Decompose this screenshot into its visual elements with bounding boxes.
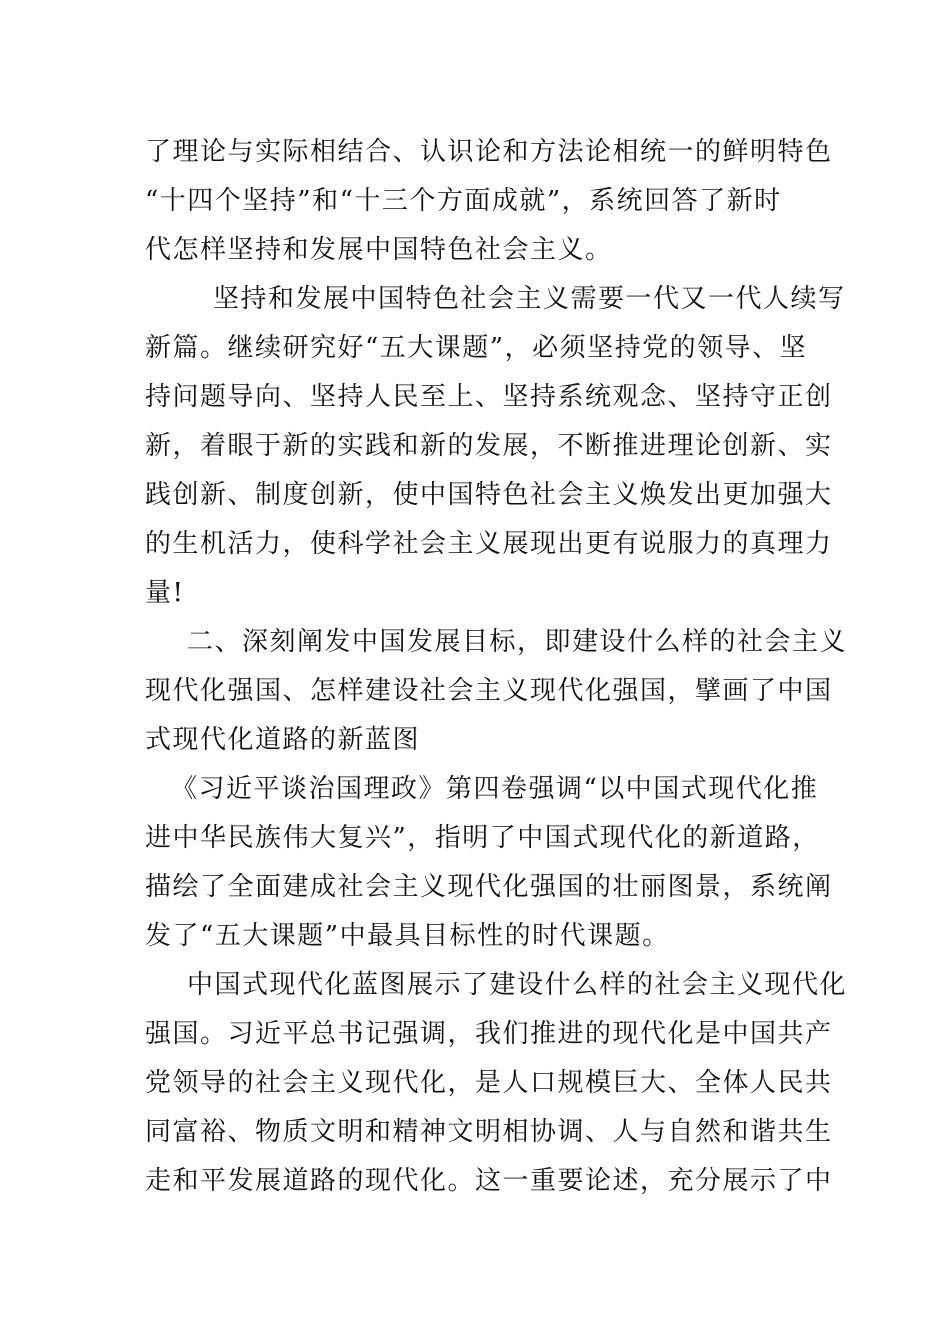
paragraph-start-line: 《习近平谈治国理政》第四卷强调“以中国式现代化推 <box>171 774 819 804</box>
text-line: 了理论与实际相结合、认识论和方法论相统一的鲜明特色 <box>145 137 833 167</box>
text-line: 发了“五大课题”中最具目标性的时代课题。 <box>145 921 670 951</box>
text-line: 同富裕、物质文明和精神文明相协调、人与自然和谐共生 <box>145 1117 833 1147</box>
section-heading-line: 二、深刻阐发中国发展目标，即建设什么样的社会主义 <box>187 627 848 657</box>
paragraph-start-line: 中国式现代化蓝图展示了建设什么样的社会主义现代化 <box>187 970 848 1000</box>
text-line: 量! <box>145 578 185 608</box>
text-line: 新篇。继续研究好“五大课题”，必须坚持党的领导、坚 <box>145 333 808 363</box>
text-line: 党领导的社会主义现代化，是人口规模巨大、全体人民共 <box>145 1068 833 1098</box>
text-line: 持问题导向、坚持人民至上、坚持系统观念、坚持守正创 <box>145 382 833 412</box>
text-line: 新，着眼于新的实践和新的发展，不断推进理论创新、实 <box>145 431 833 461</box>
text-line: 描绘了全面建成社会主义现代化强国的壮丽图景，系统阐 <box>145 872 833 902</box>
text-line: 的生机活力，使科学社会主义展现出更有说服力的真理力 <box>145 529 833 559</box>
text-line: 践创新、制度创新，使中国特色社会主义焕发出更加强大 <box>145 480 833 510</box>
text-line: 代怎样坚持和发展中国特色社会主义。 <box>145 235 613 265</box>
text-line: 强国。习近平总书记强调，我们推进的现代化是中国共产 <box>145 1019 833 1049</box>
section-heading-line: 式现代化道路的新蓝图 <box>145 725 421 755</box>
section-heading-line: 现代化强国、怎样建设社会主义现代化强国，擘画了中国 <box>145 676 833 706</box>
body-text <box>145 128 848 1206</box>
text-line: 走和平发展道路的现代化。这一重要论述，充分展示了中 <box>145 1166 833 1196</box>
text-line: “十四个坚持”和“十三个方面成就”，系统回答了新时 <box>145 186 782 216</box>
text-line: 进中华民族伟大复兴”，指明了中国式现代化的新道路， <box>145 823 820 853</box>
paragraph-start-line: 坚持和发展中国特色社会主义需要一代又一代人续写 <box>213 284 846 314</box>
